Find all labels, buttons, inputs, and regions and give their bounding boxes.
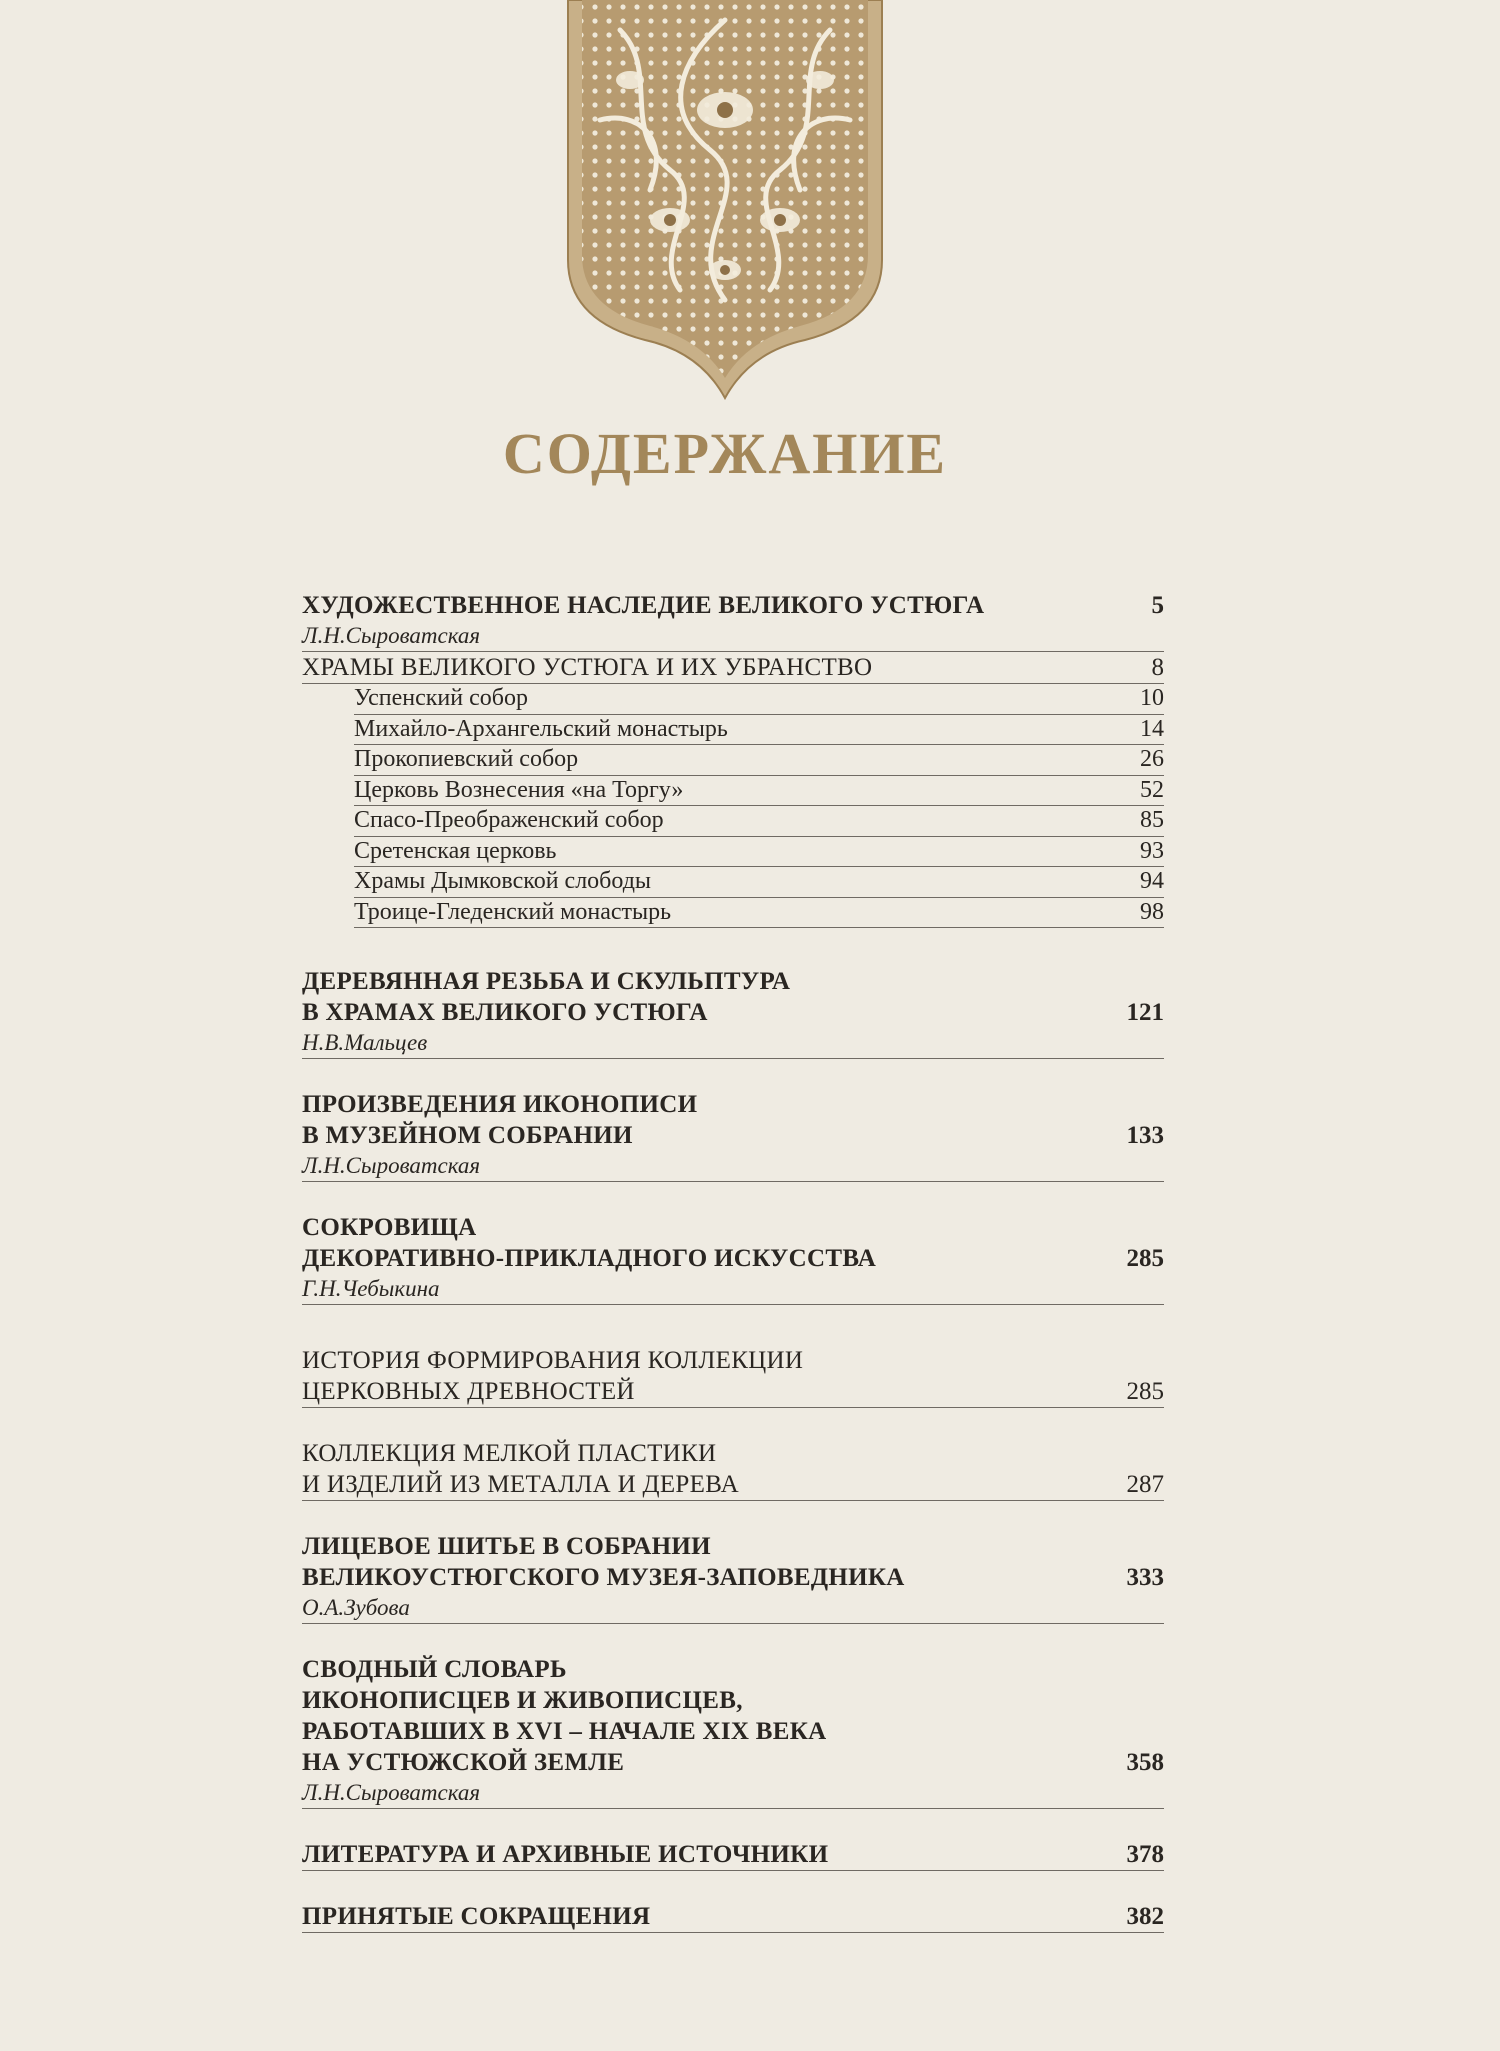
- toc-subentry[interactable]: [354, 806, 1164, 837]
- toc-entry-embroidery[interactable]: [302, 1531, 1164, 1624]
- toc-subentry[interactable]: [354, 898, 1164, 929]
- toc-entry-wood-carving[interactable]: [302, 966, 1164, 1059]
- subentry-label: Михайло-Архангельский монастырь: [354, 715, 728, 742]
- entry-title: ХУДОЖЕСТВЕННОЕ НАСЛЕДИЕ ВЕЛИКОГО УСТЮГА: [302, 592, 985, 619]
- page-number: 285: [1126, 1245, 1164, 1272]
- entry-title-line: И ИЗДЕЛИЙ ИЗ МЕТАЛЛА И ДЕРЕВА: [302, 1471, 739, 1498]
- page-number: 26: [1140, 746, 1164, 772]
- entry-title-line: ЦЕРКОВНЫХ ДРЕВНОСТЕЙ: [302, 1378, 635, 1405]
- page-number: 5: [1151, 592, 1164, 619]
- entry-author: Л.Н.Сыроватская: [302, 623, 481, 648]
- toc-subentry[interactable]: [354, 867, 1164, 898]
- page-number: 378: [1126, 1841, 1164, 1868]
- page-number: 358: [1126, 1749, 1164, 1776]
- subentry-label: Храмы Дымковской слободы: [354, 868, 652, 894]
- entry-title-line: КОЛЛЕКЦИЯ МЕЛКОЙ ПЛАСТИКИ: [302, 1440, 717, 1467]
- toc-entry-collection-history[interactable]: [302, 1345, 1164, 1408]
- entry-title-line: ИСТОРИЯ ФОРМИРОВАНИЯ КОЛЛЕКЦИИ: [302, 1347, 804, 1374]
- subentry-label: Церковь Вознесения «на Торгу»: [354, 776, 684, 803]
- toc-entry-abbreviations[interactable]: [302, 1901, 1164, 1933]
- entry-title-line: СВОДНЫЙ СЛОВАРЬ: [302, 1656, 567, 1683]
- toc-entry-small-plastic[interactable]: [302, 1438, 1164, 1501]
- toc-subentry[interactable]: [354, 837, 1164, 868]
- entry-title-line: ПРОИЗВЕДЕНИЯ ИКОНОПИСИ: [302, 1091, 698, 1118]
- table-of-contents: [302, 590, 1164, 1933]
- page-number: 133: [1126, 1122, 1164, 1149]
- subentry-label: Сретенская церковь: [354, 837, 557, 864]
- page-number: 94: [1140, 868, 1164, 894]
- entry-title-line: ВЕЛИКОУСТЮГСКОГО МУЗЕЯ-ЗАПОВЕДНИКА: [302, 1564, 905, 1591]
- page-number: 333: [1126, 1564, 1164, 1591]
- toc-subentry[interactable]: [354, 776, 1164, 807]
- page-number: 85: [1140, 807, 1164, 833]
- page-number: 382: [1126, 1903, 1164, 1930]
- floral-ornament-icon: [560, 0, 890, 400]
- entry-author: Н.В.Мальцев: [302, 1030, 428, 1055]
- toc-subentry[interactable]: [354, 684, 1164, 715]
- entry-title: ХРАМЫ ВЕЛИКОГО УСТЮГА И ИХ УБРАНСТВО: [302, 654, 873, 681]
- subentry-label: Троице-Гледенский монастырь: [354, 898, 672, 925]
- entry-title-line: ДЕРЕВЯННАЯ РЕЗЬБА И СКУЛЬПТУРА: [302, 968, 791, 995]
- toc-entry-icon-painting[interactable]: [302, 1089, 1164, 1182]
- page-number: 93: [1140, 837, 1164, 864]
- subentry-label: Успенский собор: [354, 685, 528, 711]
- toc-subentry[interactable]: [354, 745, 1164, 776]
- toc-entry-temples[interactable]: [302, 652, 1164, 684]
- toc-subentry[interactable]: [354, 715, 1164, 746]
- page-number: 121: [1126, 999, 1164, 1026]
- page-number: 14: [1140, 715, 1164, 742]
- entry-author: Л.Н.Сыроватская: [302, 1780, 481, 1805]
- page-number: 287: [1126, 1471, 1164, 1498]
- entry-author: О.А.Зубова: [302, 1595, 410, 1620]
- toc-entry-literature[interactable]: [302, 1839, 1164, 1871]
- page-number: 285: [1126, 1378, 1164, 1405]
- page-number: 52: [1140, 776, 1164, 803]
- entry-author: Г.Н.Чебыкина: [302, 1276, 440, 1301]
- entry-title-line: НА УСТЮЖСКОЙ ЗЕМЛЕ: [302, 1749, 625, 1776]
- subentry-label: Спасо-Преображенский собор: [354, 807, 664, 833]
- page-title: СОДЕРЖАНИЕ: [502, 421, 948, 486]
- entry-title-line: В МУЗЕЙНОМ СОБРАНИИ: [302, 1122, 633, 1149]
- entry-title: ПРИНЯТЫЕ СОКРАЩЕНИЯ: [302, 1903, 651, 1930]
- entry-title-line: ДЕКОРАТИВНО-ПРИКЛАДНОГО ИСКУССТВА: [302, 1245, 877, 1272]
- entry-title-line: РАБОТАВШИХ В XVI – НАЧАЛЕ XIX ВЕКА: [302, 1718, 827, 1745]
- subentry-label: Прокопиевский собор: [354, 746, 579, 772]
- entry-title-line: ИКОНОПИСЦЕВ И ЖИВОПИСЦЕВ,: [302, 1687, 743, 1714]
- entry-author: Л.Н.Сыроватская: [302, 1153, 481, 1178]
- entry-title-line: СОКРОВИЩА: [302, 1214, 477, 1241]
- toc-entry-artistic-heritage[interactable]: [302, 590, 1164, 652]
- entry-title: ЛИТЕРАТУРА И АРХИВНЫЕ ИСТОЧНИКИ: [302, 1841, 829, 1868]
- toc-entry-dictionary[interactable]: [302, 1654, 1164, 1809]
- entry-title-line: ЛИЦЕВОЕ ШИТЬЕ В СОБРАНИИ: [302, 1533, 711, 1560]
- entry-title-line: В ХРАМАХ ВЕЛИКОГО УСТЮГА: [302, 999, 708, 1026]
- page-number: 98: [1140, 898, 1164, 925]
- page-number: 10: [1140, 685, 1164, 711]
- toc-entry-treasures[interactable]: [302, 1212, 1164, 1305]
- page-number: 8: [1151, 654, 1164, 681]
